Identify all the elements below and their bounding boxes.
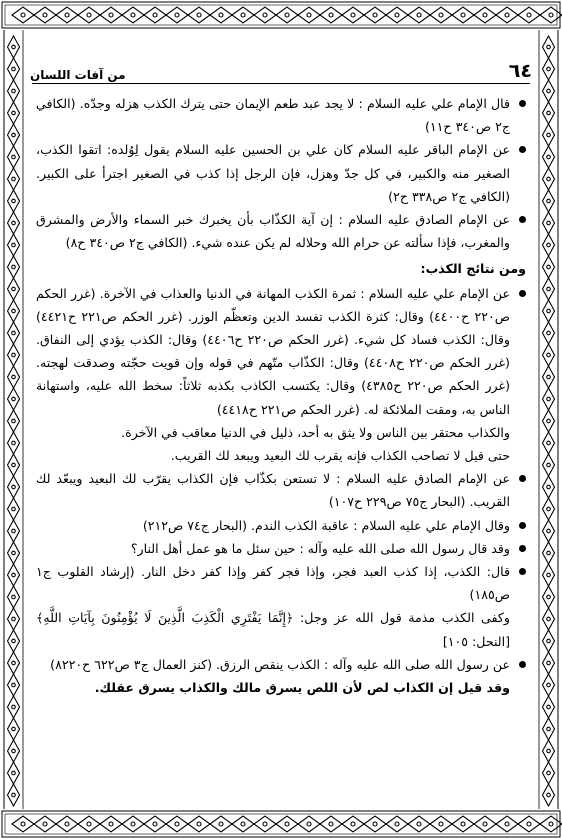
bullet-icon <box>519 522 526 529</box>
bullet-icon <box>519 568 526 575</box>
bullet-icon <box>519 475 526 482</box>
bullet-icon <box>519 290 526 297</box>
hadith-paragraph: عن الإمام الباقر عليه السلام كان علي بن الحسين عليه السلام يقول لِوُلده: اتقوا الكذب، الصغير منه والكبير، في كل جدّ وهزل، فإن الرجل إذا كذب في الصغير اجترأ على الكبير. (الكافي ج٢ ص٣٣٨ ح٢) <box>36 138 528 208</box>
bullet-icon <box>519 146 526 153</box>
bullet-icon <box>519 216 526 223</box>
bullet-icon <box>519 545 526 552</box>
page-body <box>36 92 528 699</box>
body-paragraph: وقد قيل إن الكذاب لص لأن اللص يسرق مالك والكذاب يسرق عقلك. <box>94 680 510 696</box>
hadith-paragraph: عن الإمام الصادق عليه السلام : لا تستعن بكذّاب فإن الكذاب يقرّب لك البعيد ويبعّد لك القريب. (البحار ج٧٥ ص٢٢٩ ح١٠٧) <box>36 467 528 513</box>
section-heading: ومن نتائج الكذب: <box>420 261 526 277</box>
header-divider <box>32 83 530 84</box>
hadith-paragraph: وقال الإمام علي عليه السلام : عاقبة الكذب الندم. (البحار ج٧٤ ص٢١٢) <box>36 514 528 537</box>
right-ornament-border <box>534 30 562 809</box>
top-ornament-border <box>0 0 562 30</box>
hadith-paragraph: عن رسول الله صلى الله عليه وآله : الكذب ينقص الرزق. (كنز العمال ج٣ ص٦٢٢ ح٨٢٢٠) <box>36 653 528 676</box>
bullet-icon <box>519 661 526 668</box>
bullet-icon <box>519 100 526 107</box>
hadith-paragraph: عن الإمام علي عليه السلام : ثمرة الكذب المهانة في الدنيا والعذاب في الآخرة. (غرر الحكم ص٢٢٠ ح٤٤٠٠) وقال: كثرة الكذب تفسد الدين وتعظّم الوزر. (غرر الحكم ص٢٢١ ح٤٤٢١) وقال: الكذب فساد كل شيء. (غرر الحكم ص٢٢٠ ح٤٤٠٦) وقال: الكذب يؤدي إلى النفاق. (غرر الحكم ص٢٢٠ ح٤٤٠٨) وقال: الكذّاب متّهم في قوله وإن قويت حجّته وصدقت لهجته. (غرر الحكم ص٢٢٠ ح٤٣٨٥) وقال: يكتسب الكاذب بكذبه ثلاثاً: سخط الله عليه، واستهانة الناس به، ومقت الملائكة له. (غرر الحكم ص٢٢١ ح٤٤١٨) <box>36 282 528 421</box>
page-header <box>30 56 532 82</box>
running-title: من آفات اللسان <box>30 68 126 82</box>
body-paragraph: حتى قيل لا تصاحب الكذاب فإنه يقرب لك البعيد ويبعد لك القريب. <box>170 448 510 464</box>
body-paragraph: والكذاب محتقر بين الناس ولا يثق به أحد، ذليل في الدنيا معاقب في الآخرة. <box>121 424 510 440</box>
page-number: ٦٤ <box>508 60 532 82</box>
hadith-paragraph: قال الإمام علي عليه السلام : لا يجد عبد طعم الإيمان حتى يترك الكذب هزله وجدّه. (الكافي ج٢ ص٣٤٠ ح١١) <box>36 92 528 138</box>
quran-quote-paragraph: وكفى الكذب مذمة قول الله عز وجل: ﴿إِنَّمَا يَفْتَرِي الْكَذِبَ الَّذِينَ لَا يُؤْمِنُونَ بِآيَاتِ اللَّهِ﴾ [النحل: ١٠٥] <box>36 610 510 649</box>
hadith-paragraph: قال: الكذب، إذا كذب العبد فجر، وإذا فجر كفر وإذا كفر دخل النار. (إرشاد القلوب ج١ ص١٨٥) <box>36 560 528 606</box>
hadith-paragraph: عن الإمام الصادق عليه السلام : إن آية الكذّاب بأن يخبرك خبر السماء والأرض والمشرق والمغرب، فإذا سألته عن حرام الله وحلاله لم يكن عنده شيء. (الكافي ج٢ ص٣٤٠ ح٨) <box>36 208 528 254</box>
left-ornament-border <box>0 30 28 809</box>
bottom-ornament-border <box>0 809 562 839</box>
hadith-paragraph: وقد قال رسول الله صلى الله عليه وآله : حين سئل ما هو عمل أهل النار؟ <box>36 537 528 560</box>
